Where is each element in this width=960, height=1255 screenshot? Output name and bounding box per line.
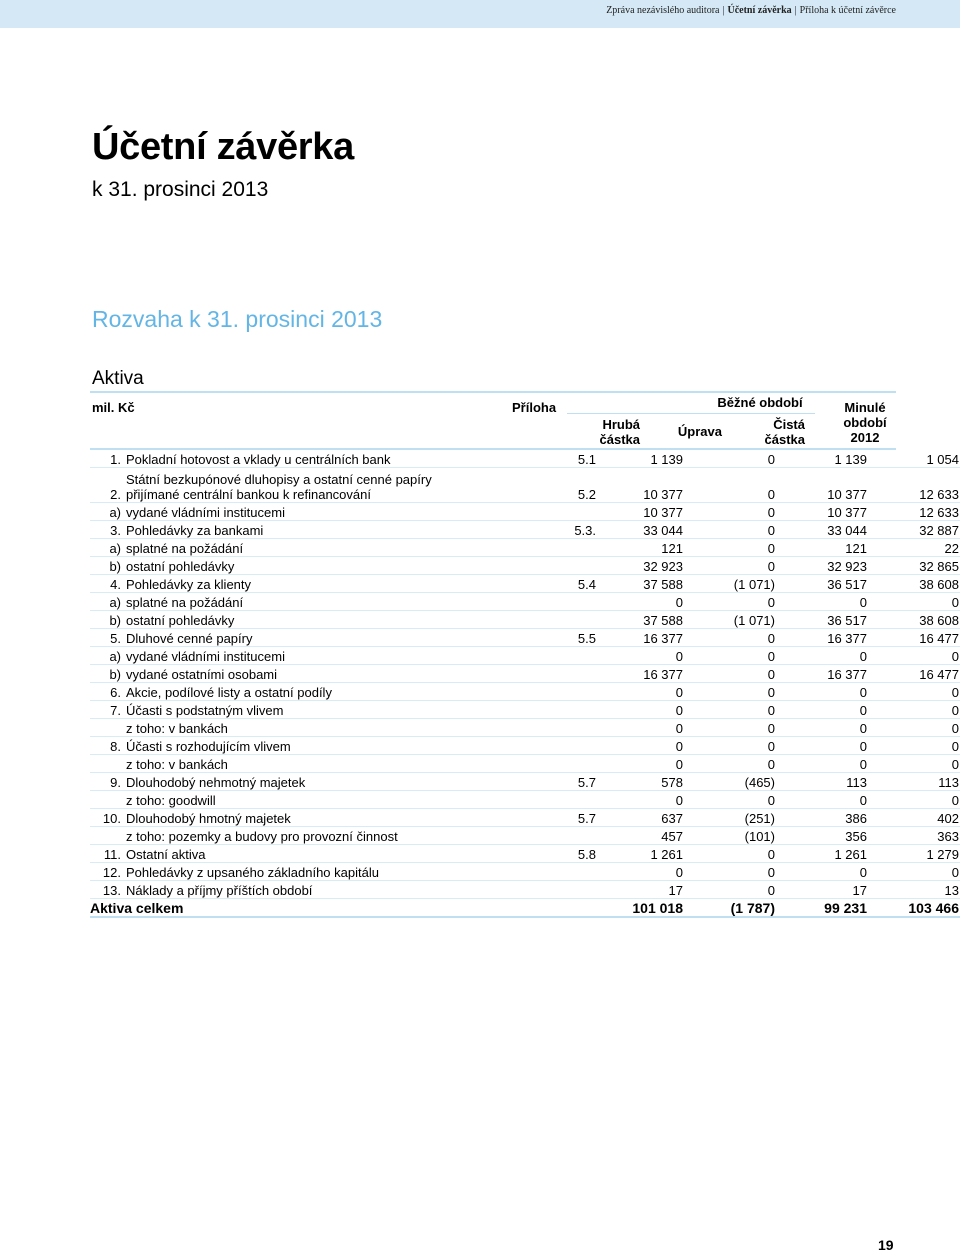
- prior-period-amount: 0: [877, 647, 960, 665]
- row-note-ref: [526, 647, 599, 665]
- net-amount: 1 139: [785, 450, 877, 468]
- net-amount: 36 517: [785, 611, 877, 629]
- row-note-ref: [526, 737, 599, 755]
- adjustment-amount: 0: [693, 701, 785, 719]
- prior-period-amount: 0: [877, 791, 960, 809]
- column-header-prior-line2: období: [843, 415, 887, 430]
- prior-period-amount: 38 608: [877, 575, 960, 593]
- net-amount: 10 377: [785, 503, 877, 521]
- net-amount: 0: [785, 647, 877, 665]
- row-note-ref: [526, 557, 599, 575]
- table-row: [90, 611, 960, 629]
- prior-period-amount: 402: [877, 809, 960, 827]
- breadcrumb-separator: |: [794, 5, 797, 16]
- adjustment-amount: 0: [693, 755, 785, 773]
- current-period-rule: [567, 413, 815, 414]
- row-note-ref: 5.1: [526, 450, 599, 468]
- gross-amount: 0: [599, 593, 693, 611]
- column-header-gross: [580, 417, 640, 447]
- prior-period-amount: 1 054: [877, 450, 960, 468]
- table-title: Aktiva: [92, 368, 144, 389]
- row-label: vydané ostatními osobami: [126, 665, 526, 683]
- net-amount: 16 377: [785, 629, 877, 647]
- prior-period-amount: 0: [877, 701, 960, 719]
- prior-period-amount: 32 865: [877, 557, 960, 575]
- gross-amount: 37 588: [599, 575, 693, 593]
- column-header-prior-period: [830, 400, 900, 445]
- gross-amount: 10 377: [599, 468, 693, 503]
- row-number: b): [90, 557, 126, 575]
- total-prior: 103 466: [877, 899, 960, 918]
- row-note-ref: [526, 719, 599, 737]
- prior-period-amount: 0: [877, 593, 960, 611]
- column-header-note: Příloha: [512, 400, 557, 415]
- gross-amount: 578: [599, 773, 693, 791]
- net-amount: 0: [785, 593, 877, 611]
- row-note-ref: [526, 683, 599, 701]
- section-title: Rozvaha k 31. prosinci 2013: [92, 306, 383, 332]
- table-row: [90, 683, 960, 701]
- row-label: splatné na požádání: [126, 593, 526, 611]
- adjustment-amount: 0: [693, 845, 785, 863]
- row-number: [90, 719, 126, 737]
- net-amount: 10 377: [785, 468, 877, 503]
- table-row: [90, 539, 960, 557]
- total-row: [90, 899, 960, 918]
- total-label: Aktiva celkem: [90, 899, 599, 918]
- row-label: vydané vládními institucemi: [126, 647, 526, 665]
- table-row: [90, 575, 960, 593]
- row-number: 7.: [90, 701, 126, 719]
- net-amount: 1 261: [785, 845, 877, 863]
- net-amount: 121: [785, 539, 877, 557]
- row-note-ref: [526, 827, 599, 845]
- prior-period-amount: 16 477: [877, 665, 960, 683]
- table-row: [90, 521, 960, 539]
- gross-amount: 121: [599, 539, 693, 557]
- top-header-bar: [0, 0, 960, 28]
- table-top-rule: [90, 391, 896, 393]
- gross-amount: 17: [599, 881, 693, 899]
- column-header-unit: mil. Kč: [92, 400, 135, 415]
- row-number: b): [90, 665, 126, 683]
- page-number: 19: [878, 1237, 894, 1253]
- page-title: Účetní závěrka: [92, 126, 354, 168]
- net-amount: 356: [785, 827, 877, 845]
- prior-period-amount: 16 477: [877, 629, 960, 647]
- row-number: 9.: [90, 773, 126, 791]
- row-note-ref: 5.5: [526, 629, 599, 647]
- adjustment-amount: 0: [693, 468, 785, 503]
- adjustment-amount: 0: [693, 863, 785, 881]
- table-row: [90, 863, 960, 881]
- row-note-ref: [526, 503, 599, 521]
- adjustment-amount: (1 071): [693, 611, 785, 629]
- adjustment-amount: 0: [693, 629, 785, 647]
- column-header-adjustment: Úprava: [677, 424, 722, 439]
- row-number: 3.: [90, 521, 126, 539]
- row-number: a): [90, 593, 126, 611]
- prior-period-amount: 0: [877, 683, 960, 701]
- row-note-ref: [526, 791, 599, 809]
- row-label-line2: přijímané centrální bankou k refinancování: [126, 487, 371, 502]
- balance-sheet-table: [90, 450, 960, 918]
- adjustment-amount: (101): [693, 827, 785, 845]
- table-row: [90, 827, 960, 845]
- prior-period-amount: 13: [877, 881, 960, 899]
- table-row: [90, 701, 960, 719]
- gross-amount: 0: [599, 791, 693, 809]
- row-number: a): [90, 539, 126, 557]
- gross-amount: 637: [599, 809, 693, 827]
- row-label: z toho: v bankách: [126, 719, 526, 737]
- column-header-current-period: Běžné období: [717, 395, 803, 410]
- prior-period-amount: 0: [877, 755, 960, 773]
- row-number: a): [90, 647, 126, 665]
- net-amount: 113: [785, 773, 877, 791]
- row-label: z toho: v bankách: [126, 755, 526, 773]
- prior-period-amount: 1 279: [877, 845, 960, 863]
- table-row: [90, 737, 960, 755]
- adjustment-amount: 0: [693, 450, 785, 468]
- row-number: [90, 791, 126, 809]
- gross-amount: 33 044: [599, 521, 693, 539]
- table-row: [90, 450, 960, 468]
- table-row: [90, 593, 960, 611]
- row-note-ref: 5.7: [526, 809, 599, 827]
- row-number: 2.: [90, 468, 126, 503]
- net-amount: 0: [785, 719, 877, 737]
- adjustment-amount: 0: [693, 683, 785, 701]
- net-amount: 0: [785, 701, 877, 719]
- gross-amount: 0: [599, 647, 693, 665]
- table-row: [90, 773, 960, 791]
- row-label: Účasti s rozhodujícím vlivem: [126, 737, 526, 755]
- breadcrumb-financial-statements[interactable]: Účetní závěrka: [727, 5, 792, 16]
- adjustment-amount: 0: [693, 521, 785, 539]
- gross-amount: 1 139: [599, 450, 693, 468]
- prior-period-amount: 38 608: [877, 611, 960, 629]
- table-row: [90, 503, 960, 521]
- prior-period-amount: 363: [877, 827, 960, 845]
- adjustment-amount: 0: [693, 503, 785, 521]
- table-row: [90, 719, 960, 737]
- row-note-ref: 5.7: [526, 773, 599, 791]
- total-adjustment: (1 787): [693, 899, 785, 918]
- row-note-ref: [526, 611, 599, 629]
- row-number: 1.: [90, 450, 126, 468]
- adjustment-amount: 0: [693, 539, 785, 557]
- prior-period-amount: 0: [877, 737, 960, 755]
- row-number: 13.: [90, 881, 126, 899]
- net-amount: 33 044: [785, 521, 877, 539]
- row-label: Dlouhodobý hmotný majetek: [126, 809, 526, 827]
- table-row: [90, 557, 960, 575]
- row-number: a): [90, 503, 126, 521]
- table-row: [90, 629, 960, 647]
- row-label: ostatní pohledávky: [126, 611, 526, 629]
- net-amount: 0: [785, 683, 877, 701]
- gross-amount: 0: [599, 683, 693, 701]
- column-header-net-line1: Čistá: [773, 417, 805, 432]
- row-note-ref: [526, 863, 599, 881]
- adjustment-amount: 0: [693, 593, 785, 611]
- row-number: 11.: [90, 845, 126, 863]
- table-row: [90, 755, 960, 773]
- table-row: [90, 647, 960, 665]
- adjustment-amount: 0: [693, 557, 785, 575]
- prior-period-amount: 12 633: [877, 503, 960, 521]
- table-row: [90, 881, 960, 899]
- row-number: 5.: [90, 629, 126, 647]
- adjustment-amount: 0: [693, 719, 785, 737]
- row-label: Pohledávky za bankami: [126, 521, 526, 539]
- gross-amount: 10 377: [599, 503, 693, 521]
- row-number: 4.: [90, 575, 126, 593]
- net-amount: 36 517: [785, 575, 877, 593]
- row-note-ref: [526, 881, 599, 899]
- row-number: 10.: [90, 809, 126, 827]
- table-row: [90, 809, 960, 827]
- row-label: Náklady a příjmy příštích období: [126, 881, 526, 899]
- breadcrumb-auditor-report[interactable]: Zpráva nezávislého auditora: [606, 5, 720, 16]
- column-header-net: [745, 417, 805, 447]
- row-label: Účasti s podstatným vlivem: [126, 701, 526, 719]
- total-gross: 101 018: [599, 899, 693, 918]
- row-label: z toho: pozemky a budovy pro provozní činnost: [126, 827, 526, 845]
- row-note-ref: [526, 539, 599, 557]
- adjustment-amount: 0: [693, 665, 785, 683]
- row-note-ref: [526, 701, 599, 719]
- gross-amount: 37 588: [599, 611, 693, 629]
- row-number: 12.: [90, 863, 126, 881]
- prior-period-amount: 0: [877, 719, 960, 737]
- row-label: Dluhové cenné papíry: [126, 629, 526, 647]
- row-note-ref: 5.4: [526, 575, 599, 593]
- adjustment-amount: 0: [693, 881, 785, 899]
- row-label: Akcie, podílové listy a ostatní podíly: [126, 683, 526, 701]
- net-amount: 0: [785, 791, 877, 809]
- row-label: Pohledávky za klienty: [126, 575, 526, 593]
- net-amount: 17: [785, 881, 877, 899]
- net-amount: 0: [785, 737, 877, 755]
- adjustment-amount: 0: [693, 791, 785, 809]
- row-label: Dlouhodobý nehmotný majetek: [126, 773, 526, 791]
- column-header-gross-line2: částka: [599, 432, 640, 447]
- row-label: Pohledávky z upsaného základního kapitálu: [126, 863, 526, 881]
- breadcrumb-separator: |: [722, 5, 725, 16]
- gross-amount: 16 377: [599, 629, 693, 647]
- prior-period-amount: 113: [877, 773, 960, 791]
- gross-amount: 0: [599, 719, 693, 737]
- row-note-ref: [526, 665, 599, 683]
- total-net: 99 231: [785, 899, 877, 918]
- table-row: [90, 791, 960, 809]
- gross-amount: 1 261: [599, 845, 693, 863]
- prior-period-amount: 12 633: [877, 468, 960, 503]
- page-subtitle: k 31. prosinci 2013: [92, 178, 269, 201]
- row-number: 6.: [90, 683, 126, 701]
- adjustment-amount: (1 071): [693, 575, 785, 593]
- row-label-line1: Státní bezkupónové dluhopisy a ostatní cenné papíry: [126, 472, 432, 487]
- net-amount: 16 377: [785, 665, 877, 683]
- adjustment-amount: 0: [693, 647, 785, 665]
- net-amount: 0: [785, 863, 877, 881]
- gross-amount: 0: [599, 737, 693, 755]
- row-label: z toho: goodwill: [126, 791, 526, 809]
- adjustment-amount: 0: [693, 737, 785, 755]
- prior-period-amount: 32 887: [877, 521, 960, 539]
- row-note-ref: 5.3.: [526, 521, 599, 539]
- gross-amount: 0: [599, 755, 693, 773]
- row-note-ref: [526, 593, 599, 611]
- column-header-prior-line3: 2012: [850, 430, 880, 445]
- table-row: [90, 845, 960, 863]
- table-row: [90, 468, 960, 503]
- column-header-net-line2: částka: [764, 432, 805, 447]
- row-number: 8.: [90, 737, 126, 755]
- row-label: [126, 468, 526, 503]
- row-label: splatné na požádání: [126, 539, 526, 557]
- row-number: b): [90, 611, 126, 629]
- adjustment-amount: (465): [693, 773, 785, 791]
- column-header-prior-line1: Minulé: [844, 400, 886, 415]
- row-note-ref: [526, 755, 599, 773]
- gross-amount: 0: [599, 863, 693, 881]
- net-amount: 386: [785, 809, 877, 827]
- row-number: [90, 755, 126, 773]
- row-note-ref: 5.8: [526, 845, 599, 863]
- row-note-ref: 5.2: [526, 468, 599, 503]
- net-amount: 0: [785, 755, 877, 773]
- prior-period-amount: 0: [877, 863, 960, 881]
- prior-period-amount: 22: [877, 539, 960, 557]
- adjustment-amount: (251): [693, 809, 785, 827]
- gross-amount: 457: [599, 827, 693, 845]
- gross-amount: 16 377: [599, 665, 693, 683]
- column-header-gross-line1: Hrubá: [602, 417, 640, 432]
- gross-amount: 0: [599, 701, 693, 719]
- row-label: Pokladní hotovost a vklady u centrálních bank: [126, 450, 526, 468]
- gross-amount: 32 923: [599, 557, 693, 575]
- net-amount: 32 923: [785, 557, 877, 575]
- table-row: [90, 665, 960, 683]
- row-label: Ostatní aktiva: [126, 845, 526, 863]
- breadcrumb-notes[interactable]: Příloha k účetní závěrce: [799, 5, 896, 16]
- row-label: ostatní pohledávky: [126, 557, 526, 575]
- row-label: vydané vládními institucemi: [126, 503, 526, 521]
- row-number: [90, 827, 126, 845]
